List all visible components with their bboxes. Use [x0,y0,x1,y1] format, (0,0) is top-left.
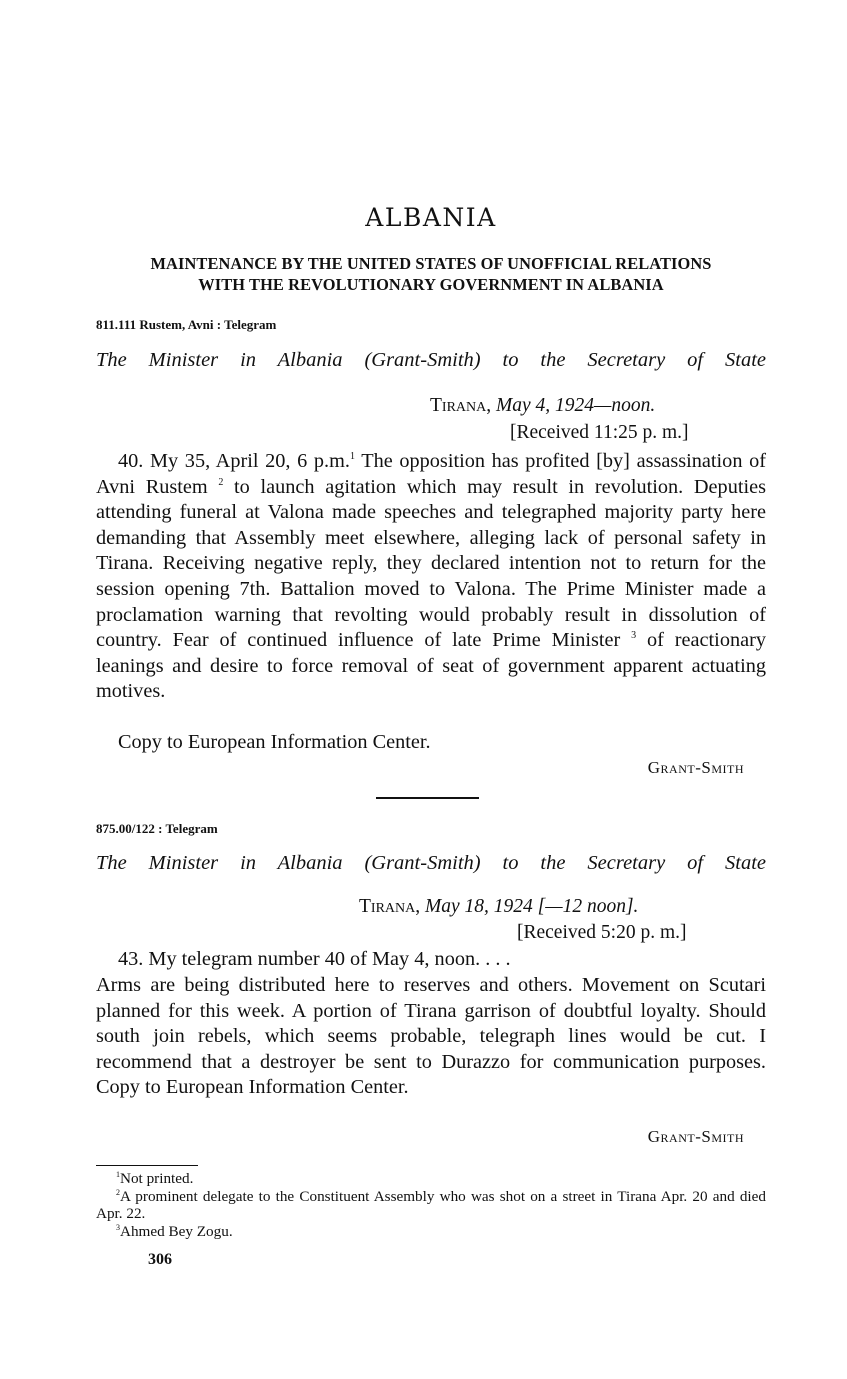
copy-note-1: Copy to European Information Center. [118,731,431,753]
footnote-mark: 1 [116,1170,120,1179]
page-number: 306 [148,1251,172,1268]
dateline-date: May 18, 1924 [—12 noon]. [425,896,639,917]
footnote-3 [96,1223,766,1241]
subject-line-2: WITH THE REVOLUTIONARY GOVERNMENT IN ALBANIA [198,275,664,294]
section-subject [96,253,766,295]
body-text-segment: of reactionary leanings and desire to force removal of seat of government apparent actuating motives. [96,629,766,703]
footnotes [96,1170,766,1240]
signature-2: Grant-Smith [647,1127,744,1146]
country-title: ALBANIA [365,203,497,232]
file-reference-2: 875.00/122 : Telegram [96,821,218,836]
dateline-place: Tirana, [359,896,421,917]
footnote-text: Ahmed Bey Zogu. [120,1222,233,1240]
section-divider [376,797,479,799]
footnote-1 [96,1170,766,1188]
received-time-1: [Received 11:25 p. m.] [510,422,689,443]
footnote-mark: 3 [116,1222,120,1232]
telegram-reference-line: 43. My telegram number 40 of May 4, noon. . . . [118,948,511,970]
dateline-2 [359,896,638,918]
received-time-2: [Received 5:20 p. m.] [517,922,687,943]
telegram-number: 40. [118,450,144,472]
subject-line-1: MAINTENANCE BY THE UNITED STATES OF UNOFFICIAL RELATIONS [150,254,712,273]
footnote-ref: 2 [218,476,224,488]
telegram-body-1 [96,449,766,705]
body-text-segment: to launch agitation which may result in revolution. Deputies attending funeral at Valona made speeches and telegraphed majority party here demanding that Assembly meet elsewhere, alleging lack of personal safety in Tirana. Receiving negative reply, they declared intention not to return for the session opening 7th. Battalion moved to Valona. The Prime Minister made a proclamation warning that revolting would probably result in dissolution of country. Fear of continued influence of late Prime Minister [96,475,767,652]
footnote-text: A prominent delegate to the Constituent Assembly who was shot on a street in Tirana Apr. 20 and died Apr. 22. [96,1187,766,1222]
telegram-body-2: Arms are being distributed here to reserves and others. Movement on Scutari planned for this week. A portion of Tirana garrison of doubtful loyalty. Should south join rebels, which seems probable, telegraph lines would be cut. I recommend that a destroyer be sent to Durazzo for communication purposes. Copy to European Information Center. [96,974,766,1099]
footnote-ref: 3 [631,630,637,642]
footnote-mark: 2 [116,1187,120,1197]
footnote-rule [96,1165,198,1166]
body-text-segment: The opposition has profited [by] assassination of Avni Rustem [96,450,766,498]
telegram-heading-1: The Minister in Albania (Grant-Smith) to the Secretary of State [96,349,766,371]
body-text-segment: My 35, April 20, 6 p.m. [150,450,350,472]
file-reference-1: 811.111 Rustem, Avni : Telegram [96,317,277,332]
footnote-ref: 1 [349,451,355,462]
signature-1: Grant-Smith [647,758,744,777]
dateline-date: May 4, 1924—noon. [496,395,656,416]
dateline-1 [430,395,655,417]
dateline-place: Tirana, [430,395,492,416]
telegram-heading-2: The Minister in Albania (Grant-Smith) to the Secretary of State [96,852,766,874]
footnote-2 [96,1188,766,1223]
footnote-text: Not printed. [120,1170,194,1187]
